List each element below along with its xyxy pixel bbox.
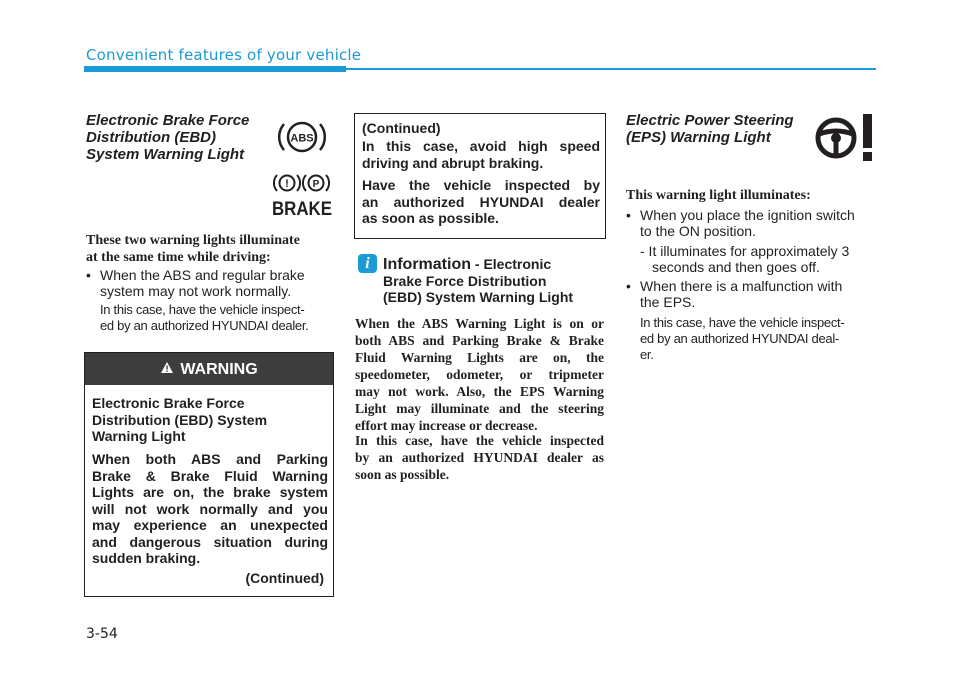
eps-sub-item: - It illuminates for approximately 3 seconds and then goes off. <box>640 243 850 275</box>
section-header-title: Convenient features of your vehicle <box>86 46 362 64</box>
warning-title: Electronic Brake Force Distribution (EBD) System Warning Light <box>92 395 268 444</box>
continued-label: (Continued) <box>362 120 441 136</box>
warning-continued: (Continued) <box>245 570 324 586</box>
header-accent-bar <box>84 66 346 72</box>
warning-box <box>84 352 334 597</box>
continued-box <box>354 113 606 239</box>
continued-para1: In this case, avoid high speed driving and abrupt braking. <box>362 138 600 171</box>
ebd-heading: Electronic Brake Force Distribution (EBD) System Warning Light <box>86 112 250 163</box>
ebd-intro: These two warning lights illuminate at the same time while driving: <box>86 233 300 265</box>
warning-header: WARNING <box>85 353 333 385</box>
ebd-note: In this case, have the vehicle inspect- ed by an authorized HYUNDAI dealer. <box>100 302 309 333</box>
continued-para2: Have the vehicle inspected by an authorized HYUNDAI dealer as soon as possible. <box>362 177 600 226</box>
svg-text:BRAKE: BRAKE <box>272 199 332 220</box>
svg-text:P: P <box>312 179 320 190</box>
header-rule <box>346 68 876 70</box>
parking-brake-warning-icon <box>270 170 334 220</box>
eps-heading: Electric Power Steering (EPS) Warning Light <box>626 112 794 146</box>
warning-triangle-icon <box>160 353 174 385</box>
svg-text:ABS: ABS <box>290 132 314 145</box>
abs-warning-icon <box>270 112 334 162</box>
bullet-dot: • <box>626 278 631 294</box>
eps-intro: This warning light illuminates: <box>626 188 811 203</box>
warning-body: When both ABS and Parking Brake & Brake Fluid Warning Lights are on, the brake system will not work normally and you may experience an unexpected and dangerous situation during sudden braking. <box>92 451 328 566</box>
steering-warning-icon <box>810 110 880 164</box>
information-icon: i <box>358 254 377 273</box>
eps-note: In this case, have the vehicle inspect- ed by an authorized HYUNDAI deal- er. <box>640 315 845 362</box>
info-title: Information - Electronic Brake Force Distribution (EBD) System Warning Light <box>383 256 574 305</box>
info-para2: In this case, have the vehicle inspected by an authorized HYUNDAI dealer as soon as possible. <box>355 433 604 482</box>
page-number: 3-54 <box>86 626 118 642</box>
eps-bullet-1: • When you place the ignition switch to the ON position. <box>626 207 855 239</box>
info-para1: When the ABS Warning Light is on or both ABS and Parking Brake & Brake Fluid Warning Lights are on, the speedometer, odometer, or tripmeter may not work. Also, the EPS Warning Light may illuminate and the steering effort may increase or decrease. <box>355 316 604 433</box>
ebd-bullet: • When the ABS and regular brake system may not work normally. <box>86 267 305 299</box>
svg-text:!: ! <box>285 178 289 190</box>
bullet-dot: • <box>626 207 631 223</box>
eps-bullet-2: • When there is a malfunction with the EPS. <box>626 278 843 310</box>
bullet-dot: • <box>86 267 91 283</box>
